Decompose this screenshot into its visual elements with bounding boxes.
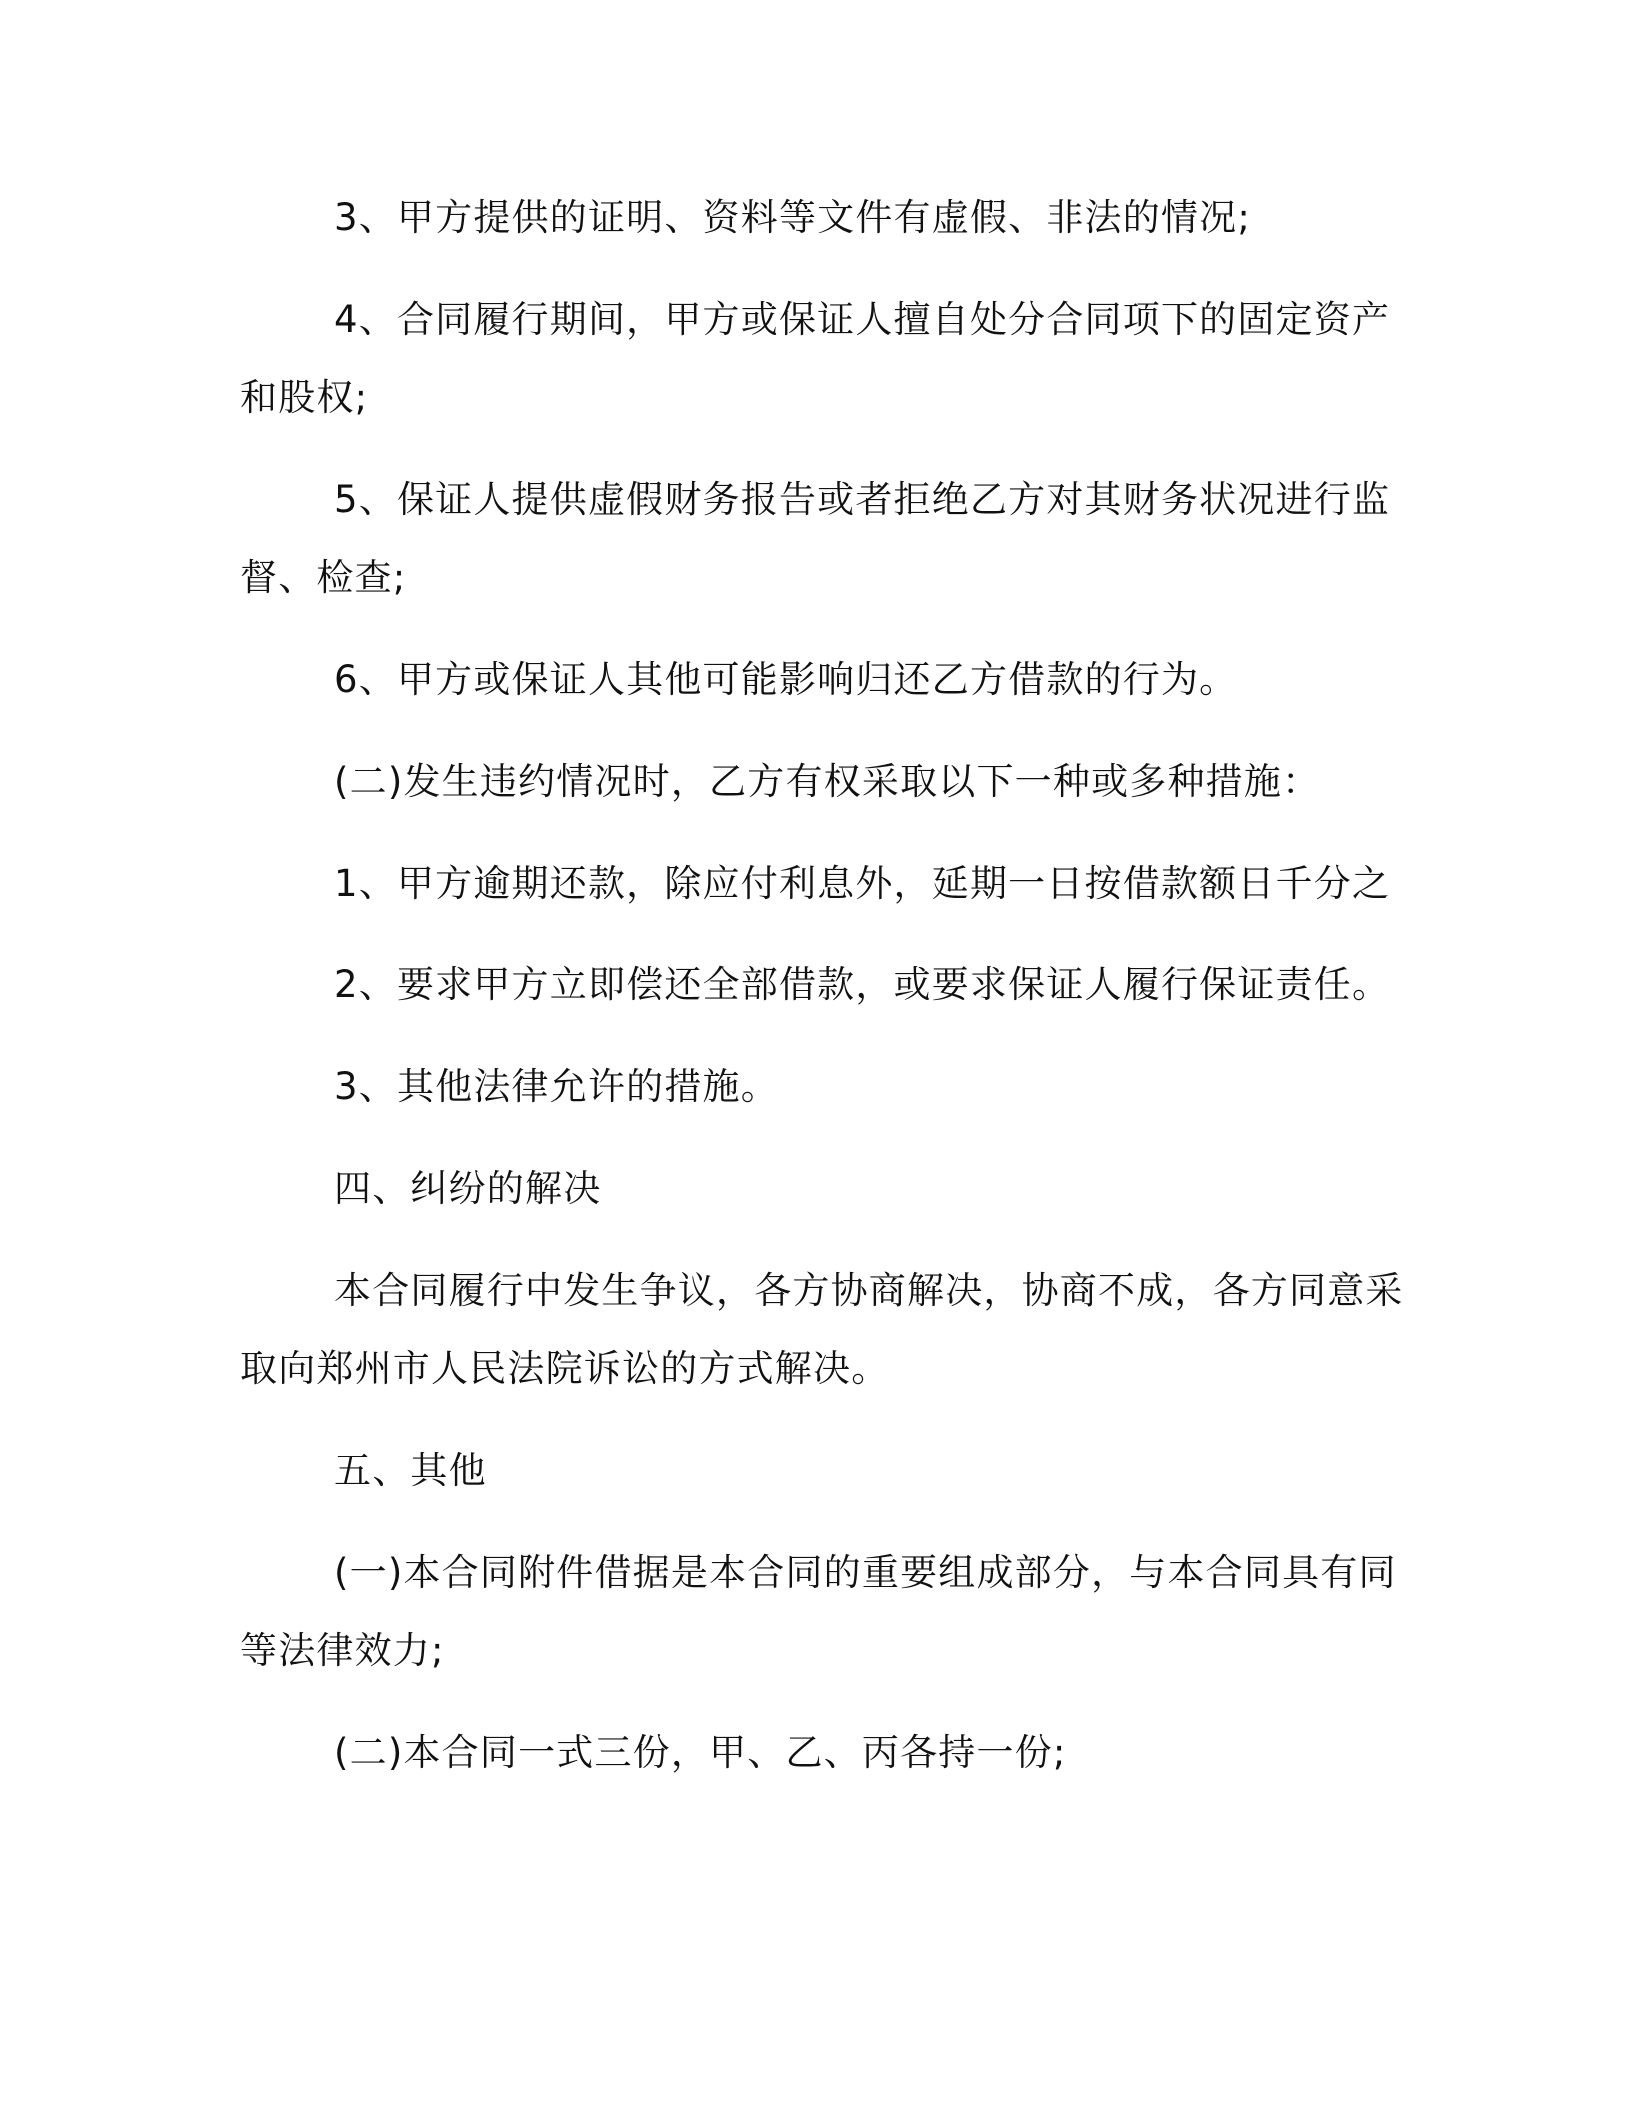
clause-5-false-reports-cont: 督、检查; [240,556,407,599]
other-1-annex: (一)本合同附件借据是本合同的重要组成部分，与本合同具有同 [334,1551,1397,1594]
measure-3-other-legal: 3、其他法律允许的措施。 [334,1065,779,1108]
dispute-resolution-text: 本合同履行中发生争议，各方协商解决，协商不成，各方同意采 [334,1269,1404,1312]
other-2-copies: (二)本合同一式三份，甲、乙、丙各持一份; [334,1731,1067,1774]
heading-other: 五、其他 [334,1449,487,1492]
clause-5-false-reports: 5、保证人提供虚假财务报告或者拒绝乙方对其财务状况进行监 [334,478,1391,521]
clause-6-other-acts: 6、甲方或保证人其他可能影响归还乙方借款的行为。 [334,658,1238,701]
clause-3-false-documents: 3、甲方提供的证明、资料等文件有虚假、非法的情况; [334,196,1252,239]
heading-dispute-resolution: 四、纠纷的解决 [334,1167,602,1210]
section-2-breach-measures: (二)发生违约情况时，乙方有权采取以下一种或多种措施： [334,760,1321,803]
clause-4-asset-disposal: 4、合同履行期间，甲方或保证人擅自处分合同项下的固定资产 [334,298,1391,341]
other-1-annex-cont: 等法律效力; [240,1629,445,1672]
measure-1-late-payment: 1、甲方逾期还款，除应付利息外，延期一日按借款额日千分之 [334,862,1391,905]
clause-4-asset-disposal-cont: 和股权; [240,376,369,419]
measure-2-immediate-repayment: 2、要求甲方立即偿还全部借款，或要求保证人履行保证责任。 [334,963,1391,1006]
dispute-resolution-text-cont: 取向郑州市人民法院诉讼的方式解决。 [240,1347,890,1390]
